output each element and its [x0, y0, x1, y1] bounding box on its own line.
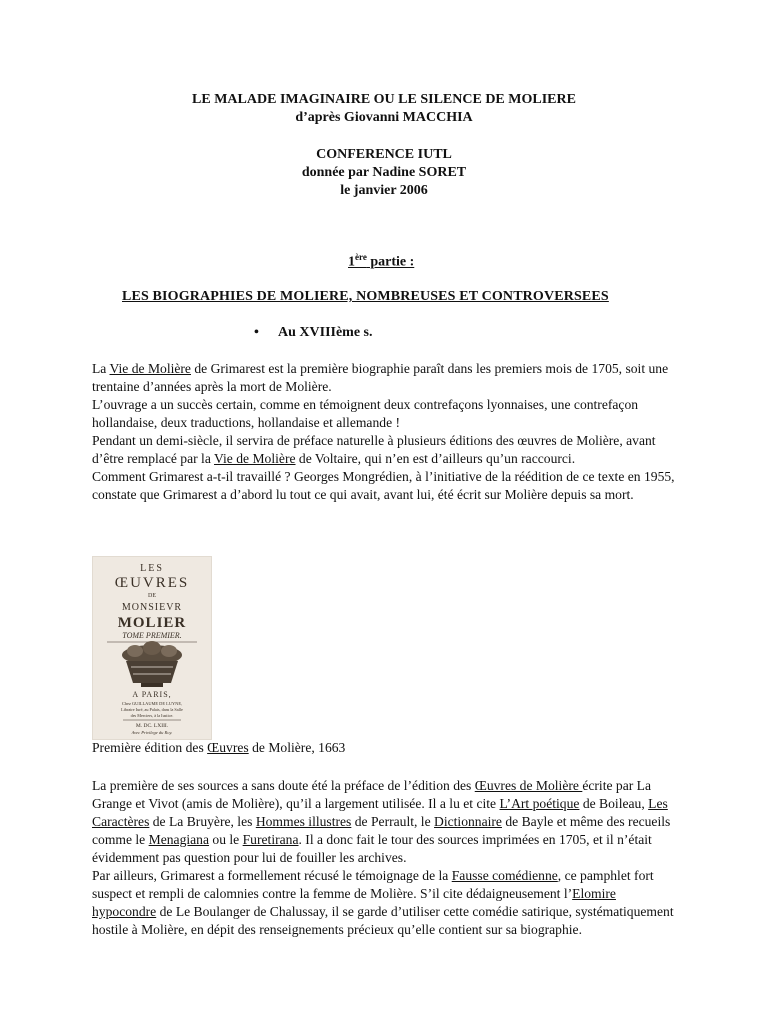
img-text-les: LES	[140, 563, 164, 574]
text-run: La	[92, 361, 110, 376]
paragraph-2	[92, 777, 682, 939]
conference-line-3: le janvier 2006	[340, 183, 428, 198]
text-run: de Grimarest est la première biographie paraît dans les premiers mois de 1705, soit une trentaine d’années après la mort de Molière.	[92, 361, 669, 394]
link-fausse-comedienne[interactable]: Fausse comédienne	[451, 868, 558, 883]
img-text-de: DE	[148, 593, 156, 599]
text-run: de Perrault, le	[351, 814, 435, 829]
title-line-1: LE MALADE IMAGINAIRE OU LE SILENCE DE MOLIERE	[192, 92, 576, 107]
flower-basket-icon	[122, 641, 182, 687]
img-text-imprint-3: des Merciers, à la Iustice.	[130, 713, 174, 718]
text-run: de Molière, 1663	[248, 740, 346, 755]
text-run: Première édition des	[92, 740, 208, 755]
img-text-imprint-2: Libraire Iuré, au Palais, dans la Salle	[121, 707, 183, 712]
img-text-monsieur: MONSIEVR	[121, 602, 183, 613]
link-furetirana[interactable]: Furetirana	[242, 832, 299, 847]
img-text-imprint-1: Chez GUILLAUME DE LUYNE,	[121, 701, 183, 706]
part-superscript: ère	[355, 252, 367, 262]
text-run: de La Bruyère, les	[149, 814, 256, 829]
document-title	[0, 91, 768, 127]
bullet-item	[254, 325, 373, 341]
conference-line-2: donnée par Nadine SORET	[301, 165, 467, 180]
text-run: La première de ses sources a sans doute été la préface de l’édition des	[92, 778, 475, 793]
conference-line-1: CONFERENCE IUTL	[316, 147, 452, 162]
paragraph-1	[92, 360, 682, 504]
link-hommes-illustres[interactable]: Hommes illustres	[255, 814, 352, 829]
conference-info	[0, 146, 768, 200]
text-run: L’ouvrage a un succès certain, comme en témoignent deux contrefaçons lyonnaises, une contrefaçon hollandaise, deux traductions, hollandaise et allemande !	[92, 397, 639, 430]
image-caption	[92, 740, 345, 756]
text-run: Comment Grimarest a-t-il travaillé ? Georges Mongrédien, à l’initiative de la réédition de ce texte en 1955, constate que Grimarest a d’abord lu tout ce qui avait, avant lui, été écrit sur Molière depuis sa mort.	[92, 469, 675, 502]
text-run: de Le Boulanger de Chalussay, il se garde d’utiliser cette comédie satirique, systématiquement hostile à Molière, en dépit des renseignements précieux qu’elle contient sur sa biographie.	[92, 904, 674, 937]
text-run: , ce pamphlet fort suspect et rempli de calomnies contre la femme de Molière. S’il cite dédaigneusement l’	[92, 868, 654, 901]
link-les-caracteres[interactable]: Les Caractères	[92, 796, 668, 829]
img-text-year: M. DC. LXIII.	[135, 723, 169, 729]
bullet-text: Au XVIIIème s.	[278, 325, 373, 340]
img-text-tome: TOME PREMIER.	[122, 631, 182, 640]
img-text-privilege: Avec Privilege du Roy.	[131, 730, 173, 735]
link-dictionnaire[interactable]: Dictionnaire	[434, 814, 502, 829]
text-run: de Boileau,	[579, 796, 649, 811]
link-oeuvres-de-moliere[interactable]: Œuvres de Molière	[474, 778, 583, 793]
section-subheading: LES BIOGRAPHIES DE MOLIERE, NOMBREUSES ET CONTROVERSEES	[122, 289, 609, 304]
text-run: de Voltaire, qui n’en est d’ailleurs qu’un raccourci.	[295, 451, 576, 466]
img-text-oeuvres: ŒUVRES	[114, 575, 190, 591]
title-line-2: d’après Giovanni MACCHIA	[295, 110, 473, 125]
text-run: Pendant un demi-siècle, il servira de préface naturelle à plusieurs éditions des œuvres de Molière, avant d’être remplacé par la	[92, 433, 656, 466]
link-oeuvres-caption[interactable]: Œuvres	[207, 740, 249, 755]
bullet-dot: •	[254, 325, 259, 340]
text-run: . Il a donc fait le tour des sources imprimées en 1705, et il n’était évidemment pas question pour lui de fouiller les archives.	[92, 832, 652, 865]
link-elomire-hypocondre[interactable]: Elomire hypocondre	[92, 886, 616, 919]
text-run: Par ailleurs, Grimarest a formellement récusé le témoignage de la	[92, 868, 452, 883]
text-run: ou le	[209, 832, 243, 847]
part-label: partie :	[366, 254, 415, 270]
img-text-a-paris: A PARIS,	[132, 690, 172, 699]
link-art-poetique[interactable]: L’Art poétique	[499, 796, 580, 811]
link-vie-de-moliere-grimarest[interactable]: Vie de Molière	[109, 361, 191, 376]
link-menagiana[interactable]: Menagiana	[148, 832, 210, 847]
title-page-image	[92, 556, 212, 740]
part-number: 1	[348, 254, 355, 270]
link-vie-de-moliere-voltaire[interactable]: Vie de Molière	[214, 451, 296, 466]
img-text-molier: MOLIER	[117, 615, 187, 631]
text-run: écrite par La Grange et Vivot (amis de Molière), qu’il a largement utilisée. Il a lu et cite	[92, 778, 652, 811]
text-run: de Bayle et même des recueils comme le	[92, 814, 671, 847]
